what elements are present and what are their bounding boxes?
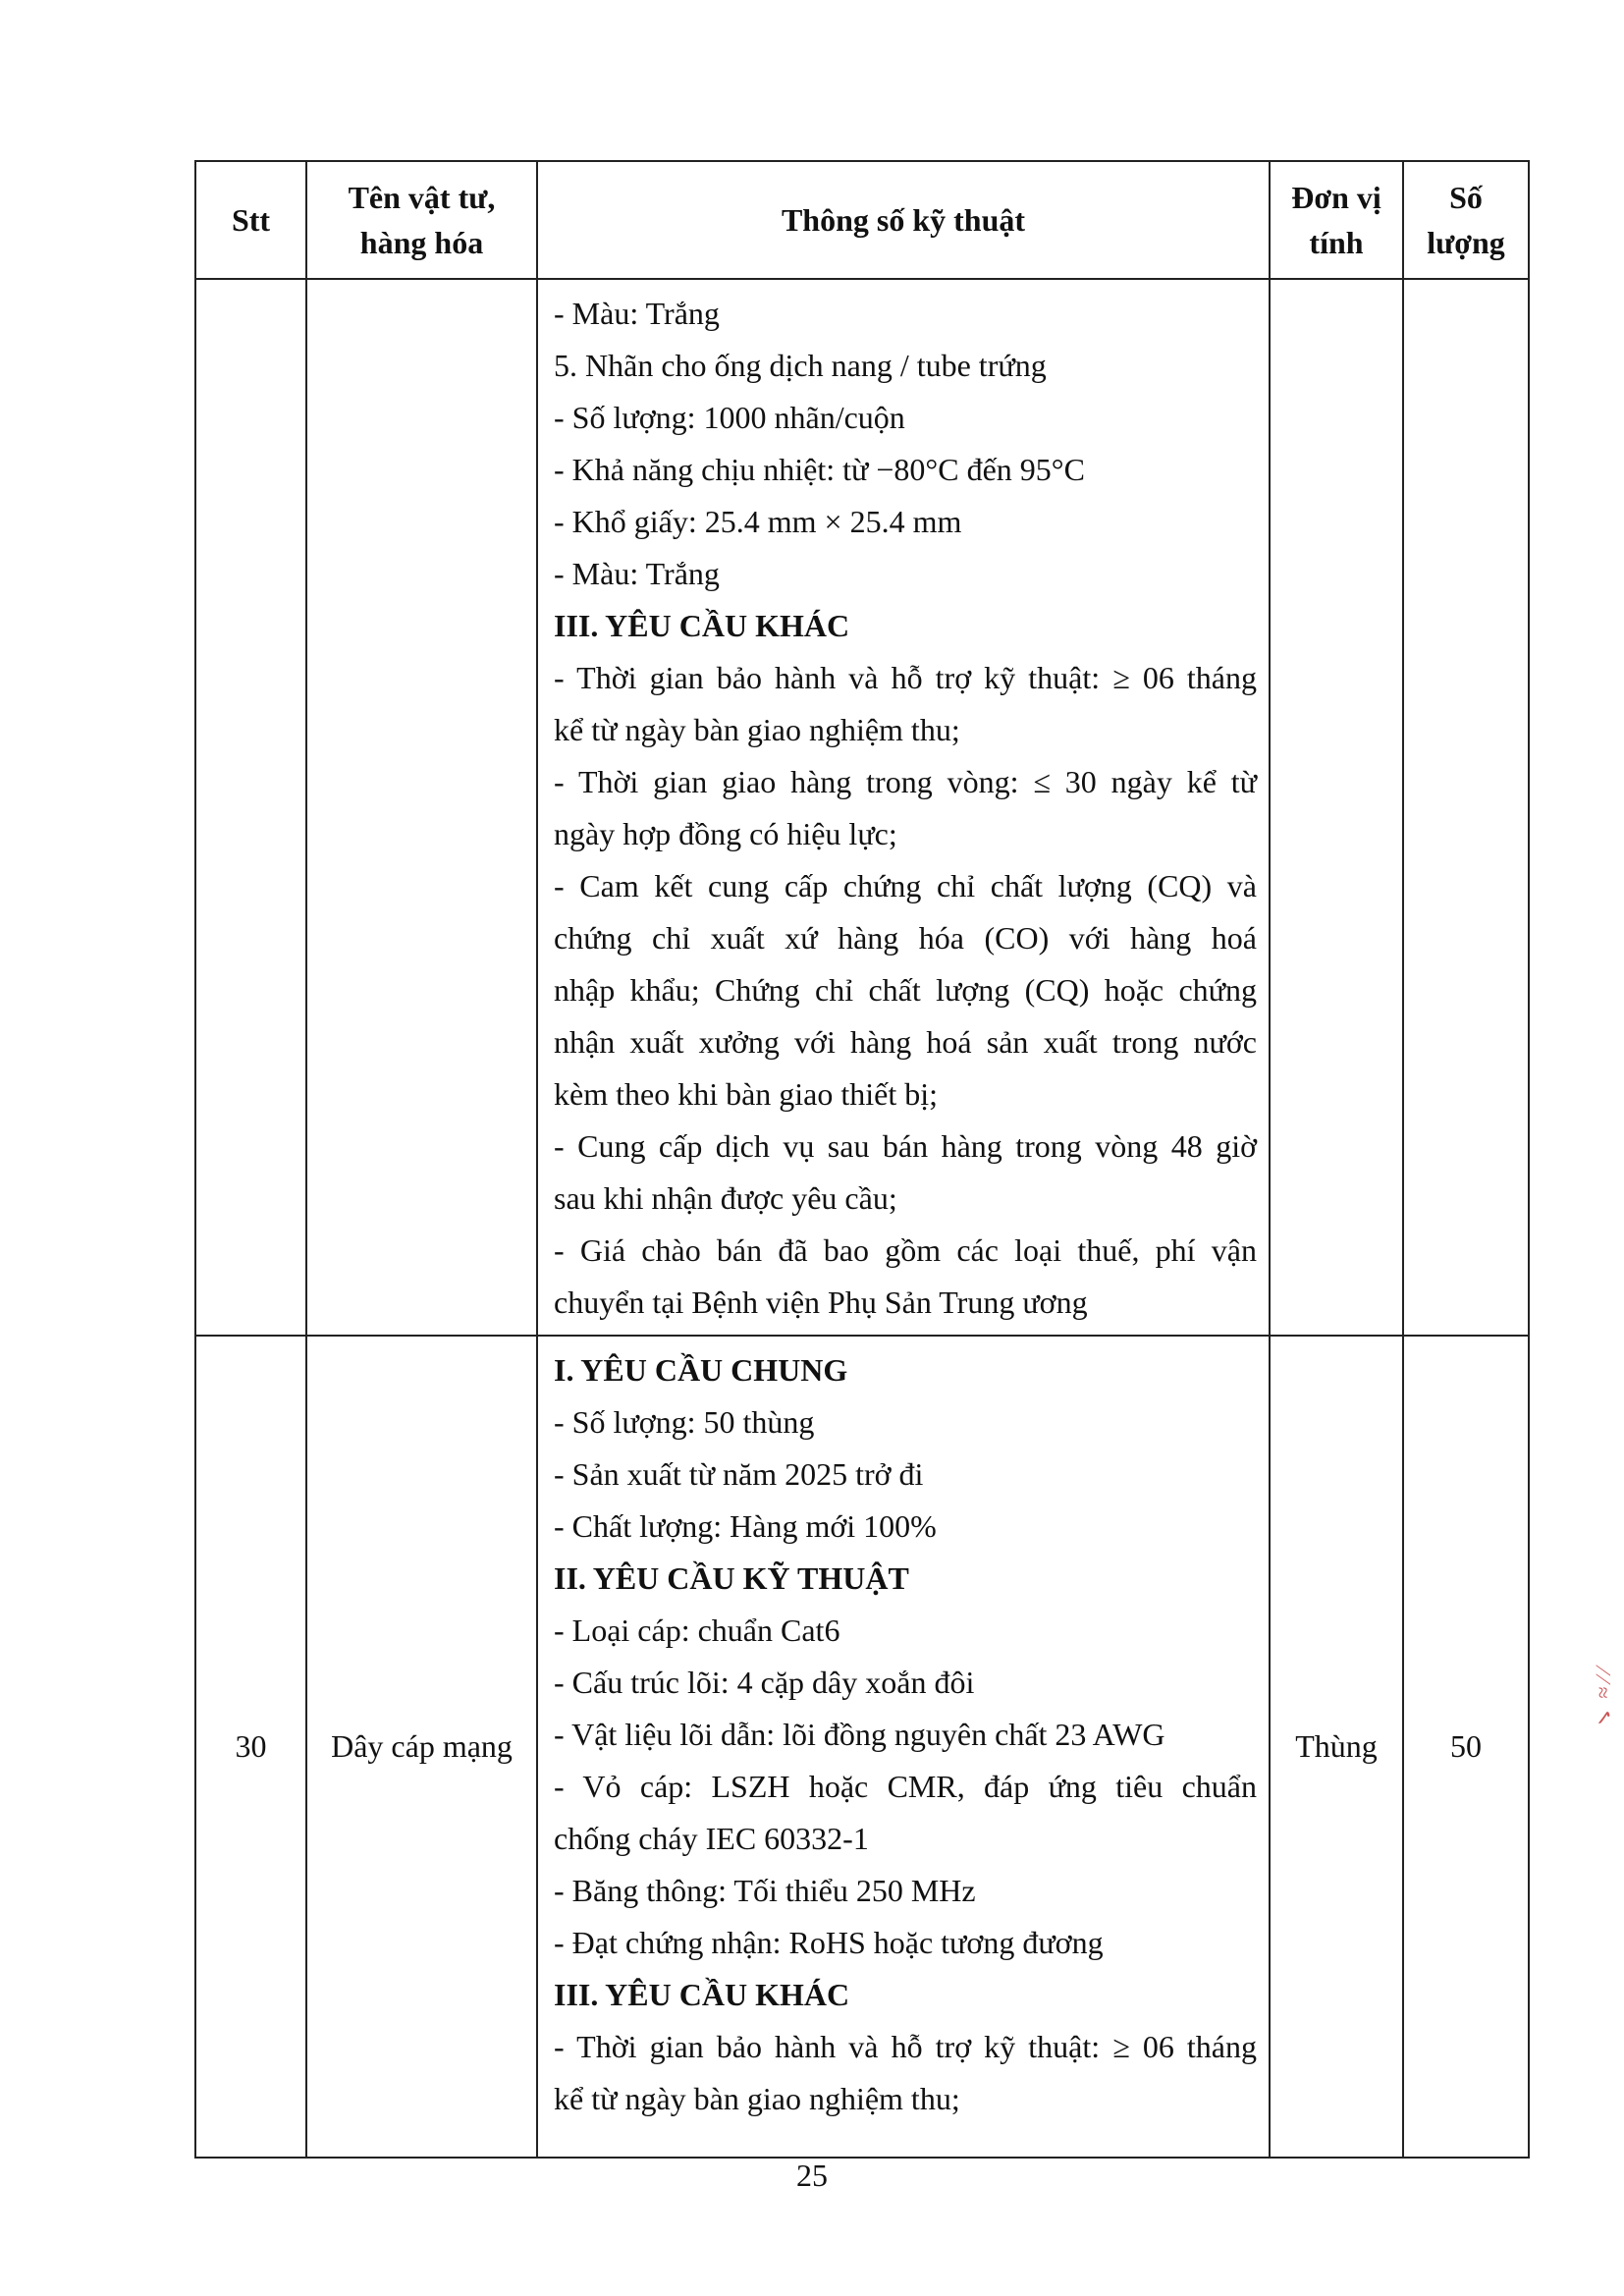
- spec-line: - Chất lượng: Hàng mới 100%: [554, 1508, 937, 1544]
- spec-line: chứng chỉ xuất xứ hàng hóa (CO) với hàng hoá: [554, 920, 1257, 956]
- spec-line: - Giá chào bán đã bao gồm các loại thuế, phí vận: [554, 1232, 1257, 1268]
- spec-line: chuyển tại Bệnh viện Phụ Sản Trung ương: [554, 1285, 1088, 1320]
- row1-qty: [1403, 279, 1529, 1336]
- row2-stt: 30: [195, 1336, 306, 2158]
- handwritten-mark: ✓ ≈ ∕ ∕: [1591, 1668, 1615, 1728]
- spec-line: - Cung cấp dịch vụ sau bán hàng trong vòng 48 giờ: [554, 1128, 1257, 1164]
- col-qty-header: Số lượng: [1403, 161, 1529, 279]
- spec-line: sau khi nhận được yêu cầu;: [554, 1180, 897, 1216]
- spec-line: - Thời gian giao hàng trong vòng: ≤ 30 ngày kể từ: [554, 764, 1257, 799]
- section-heading: II. YÊU CẦU KỸ THUẬT: [554, 1560, 909, 1596]
- spec-line: - Màu: Trắng: [554, 296, 720, 331]
- spec-line: - Băng thông: Tối thiểu 250 MHz: [554, 1873, 976, 1908]
- spec-line: ngày hợp đồng có hiệu lực;: [554, 816, 897, 851]
- spec-line: - Khả năng chịu nhiệt: từ −80°C đến 95°C: [554, 452, 1085, 487]
- spec-line: - Loại cáp: chuẩn Cat6: [554, 1613, 840, 1648]
- table-row: [195, 1336, 1529, 2158]
- spec-line: - Cam kết cung cấp chứng chỉ chất lượng (CQ) và: [554, 868, 1257, 903]
- spec-line: kể từ ngày bàn giao nghiệm thu;: [554, 2081, 960, 2116]
- spec-line: - Số lượng: 1000 nhãn/cuộn: [554, 400, 905, 435]
- spec-line: - Cấu trúc lõi: 4 cặp dây xoắn đôi: [554, 1665, 975, 1700]
- section-heading: I. YÊU CẦU CHUNG: [554, 1352, 848, 1388]
- page-number: 25: [796, 2158, 828, 2193]
- col-name-header: Tên vật tư, hàng hóa: [306, 161, 537, 279]
- row1-unit: [1270, 279, 1403, 1336]
- spec-line: nhập khẩu; Chứng chỉ chất lượng (CQ) hoặc chứng: [554, 972, 1257, 1008]
- row2-spec: [537, 1336, 1270, 2158]
- spec-line: - Thời gian bảo hành và hỗ trợ kỹ thuật: ≥ 06 tháng: [554, 660, 1257, 695]
- spec-line: - Sản xuất từ năm 2025 trở đi: [554, 1456, 924, 1492]
- header-row: [195, 161, 1529, 279]
- row2-name: Dây cáp mạng: [306, 1336, 537, 2158]
- spec-line: nhận xuất xưởng với hàng hoá sản xuất trong nước: [554, 1024, 1257, 1060]
- spec-line: - Thời gian bảo hành và hỗ trợ kỹ thuật: ≥ 06 tháng: [554, 2029, 1257, 2064]
- spec-line: chống cháy IEC 60332-1: [554, 1821, 869, 1856]
- col-unit-header: Đơn vị tính: [1270, 161, 1403, 279]
- spec-line: kể từ ngày bàn giao nghiệm thu;: [554, 712, 960, 747]
- spec-line: - Đạt chứng nhận: RoHS hoặc tương đương: [554, 1925, 1104, 1960]
- spec-line: - Số lượng: 50 thùng: [554, 1404, 815, 1440]
- spec-line: - Vỏ cáp: LSZH hoặc CMR, đáp ứng tiêu chuẩn: [554, 1769, 1257, 1804]
- row1-name: [306, 279, 537, 1336]
- spec-line: - Khổ giấy: 25.4 mm × 25.4 mm: [554, 504, 962, 539]
- spec-line: - Vật liệu lõi dẫn: lõi đồng nguyên chất 23 AWG: [554, 1717, 1165, 1752]
- spec-line: 5. Nhãn cho ống dịch nang / tube trứng: [554, 348, 1047, 383]
- spec-line: kèm theo khi bàn giao thiết bị;: [554, 1076, 939, 1112]
- col-stt-header: Stt: [195, 161, 306, 279]
- table-row: [195, 279, 1529, 1336]
- section-heading: III. YÊU CẦU KHÁC: [554, 608, 850, 643]
- row1-stt: [195, 279, 306, 1336]
- col-spec-header: Thông số kỹ thuật: [537, 161, 1270, 279]
- spec-table: [194, 160, 1530, 2159]
- section-heading: III. YÊU CẦU KHÁC: [554, 1977, 850, 2012]
- spec-line: - Màu: Trắng: [554, 556, 720, 591]
- row1-spec: [537, 279, 1270, 1336]
- row2-qty: 50: [1403, 1336, 1529, 2158]
- row2-unit: Thùng: [1270, 1336, 1403, 2158]
